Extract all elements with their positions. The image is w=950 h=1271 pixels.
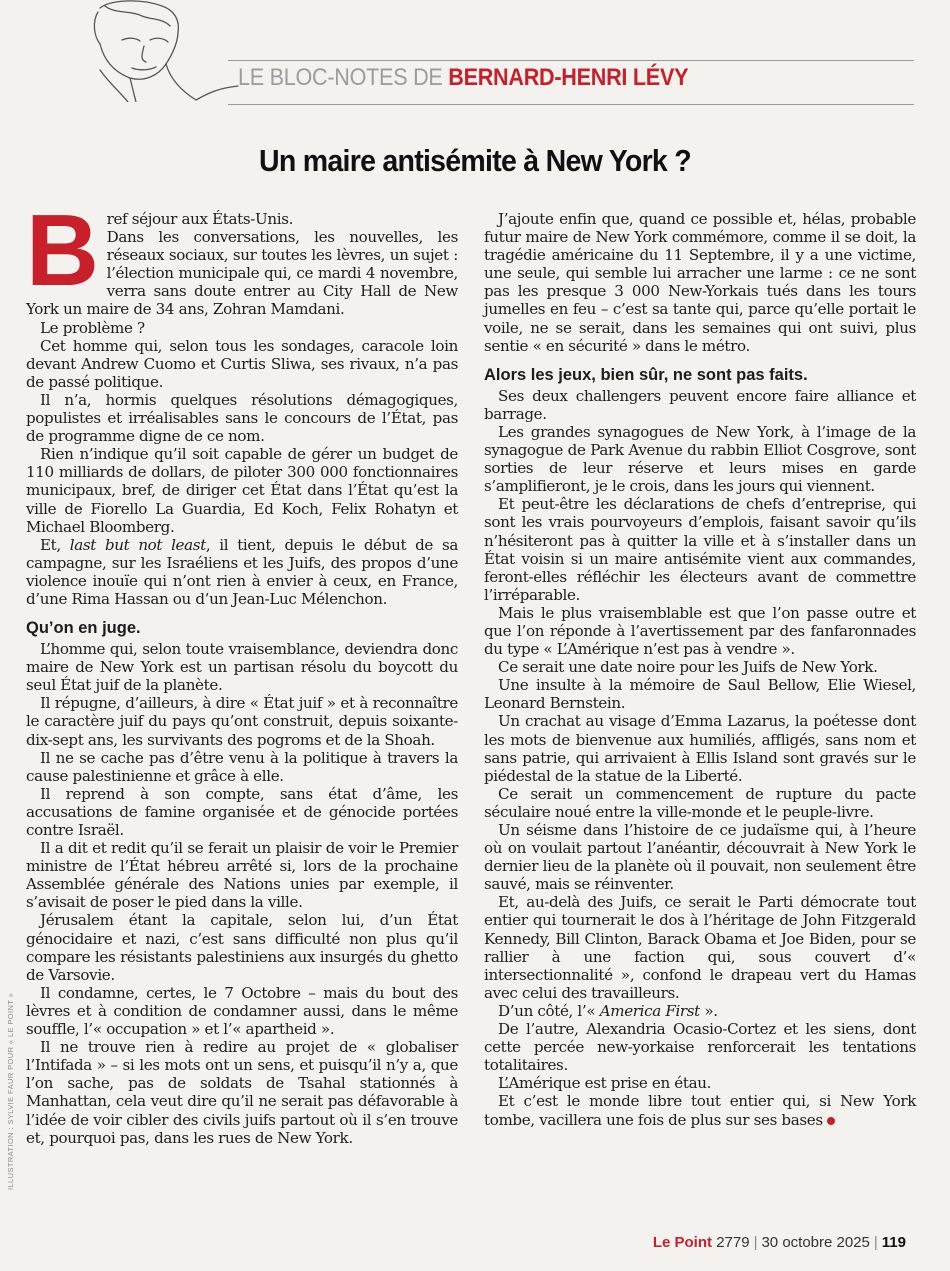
footer-separator: | bbox=[753, 1234, 758, 1251]
paragraph bbox=[26, 536, 458, 608]
paragraph: Cet homme qui, selon tous les sondages, caracole loin devant Andrew Cuomo et Curtis Sliwa, ses rivaux, n’a pas de passé politique. bbox=[26, 336, 458, 391]
paragraph: Ce serait un commencement de rupture du pacte séculaire noué entre la ville-monde et le peuple-livre. bbox=[484, 784, 916, 821]
paragraph: Ce serait une date noire pour les Juifs de New York. bbox=[498, 658, 878, 677]
paragraph: Et peut-être les déclarations de chefs d’entreprise, qui sont les vrais pourvoyeurs d’emplois, faisant savoir qu’ils n’hésiteront pas à quitter la ville et à s’installer dans un État voisin si un maire antisémite vient aux commandes, feront-elles réfléchir les électeurs avant de commettre l’irréparable. bbox=[484, 495, 916, 604]
drop-cap: B bbox=[26, 195, 99, 307]
paragraph: J’ajoute enfin que, quand ce possible et, hélas, probable futur maire de New York commémore, comme il se doit, la tragédie américaine du 11 Septembre, il y a une victime, une seule, qui semble lui arracher une larme : ce ne sont pas les presque 3 000 New-Yorkais tués dans les tours jumelles en feu – c’est sa tante qui, parce qu’elle portait le voile, ne se serait, dans les semaines qui ont suivi, plus sentie « en sécurité » dans le métro. bbox=[484, 210, 916, 355]
paragraph: Il reprend à son compte, sans état d’âme, les accusations de famine organisée et de génocide portées contre Israël. bbox=[26, 784, 458, 839]
text-run: Et c’est le monde libre tout entier qui, si New York tombe, vacillera une fois de plus sur ses bases bbox=[484, 1092, 916, 1129]
paragraph: Une insulte à la mémoire de Saul Bellow, Elie Wiesel, Leonard Bernstein. bbox=[484, 676, 916, 713]
intro-text: ref séjour aux États-Unis. bbox=[106, 210, 294, 228]
paragraph: Et, au-delà des Juifs, ce serait le Parti démocrate tout entier qui tournerait le dos à l’héritage de John Fitzgerald Kennedy, Bill Clinton, Barack Obama et Joe Biden, pour se rallier à une faction qui, sous couvert d’« intersectionnalité », confond le drapeau vert du Hamas avec celui des travailleurs. bbox=[484, 893, 916, 1002]
column-lead: LE BLOC-NOTES DE bbox=[238, 64, 449, 91]
paragraph: Il n’a, hormis quelques résolutions démagogiques, populistes et irréalisables sans le concours de l’État, pas de programme digne de ce nom. bbox=[26, 390, 458, 446]
text-run: D’un côté, l’« bbox=[498, 1001, 600, 1020]
article-headline: Un maire antisémite à New York ? bbox=[259, 143, 691, 178]
magazine-brand: Le Point bbox=[652, 1234, 713, 1251]
paragraph: Il a dit et redit qu’il se ferait un plaisir de voir le Premier ministre de l’État hébreu arrêté si, lors de la prochaine Assemblée générale des Nations unies par exemple, il s’avisait de poser le pied dans la ville. bbox=[26, 839, 458, 912]
header-rule-bottom bbox=[228, 104, 914, 105]
paragraph: De l’autre, Alexandria Ocasio-Cortez et les siens, dont cette percée new-yorkaise renforcerait les tentations totalitaires. bbox=[484, 1020, 916, 1075]
paragraph bbox=[484, 1092, 916, 1128]
paragraph: Ses deux challengers peuvent encore faire alliance et barrage. bbox=[484, 386, 916, 423]
footer-separator: | bbox=[873, 1234, 878, 1251]
header-rule-top bbox=[228, 60, 914, 61]
paragraph: Jérusalem étant la capitale, selon lui, d’un État génocidaire et nazi, c’est sans difficulté non plus qu’il compare les résistants palestiniens aux insurgés du ghetto de Varsovie. bbox=[26, 911, 458, 984]
issue-number: 2779 bbox=[716, 1234, 750, 1251]
paragraph: L’Amérique est prise en étau. bbox=[498, 1074, 712, 1093]
paragraph: Un crachat au visage d’Emma Lazarus, la poétesse dont les mots de bienvenue aux humiliés, affligés, sans nom et sans patrie, qui arrivaient à Ellis Island sont gravés sur le piédestal de la statue de la Liberté. bbox=[484, 712, 916, 785]
page-footer bbox=[653, 1234, 906, 1251]
author-portrait-sketch-icon bbox=[70, 0, 240, 102]
paragraph bbox=[484, 1002, 916, 1020]
column-name bbox=[238, 64, 688, 92]
subheading: Alors les jeux, bien sûr, ne sont pas faits. bbox=[484, 365, 808, 384]
text-run: , il tient, depuis le début de sa campagne, sur les Israéliens et les Juifs, des propos d’une violence inouïe qui n’ont rien à envier à ceux, en France, d’une Rima Hassan ou d’un Jean-Luc Mélenchon. bbox=[26, 535, 458, 608]
author-name: BERNARD-HENRI LÉVY bbox=[448, 64, 689, 91]
article-column-left bbox=[26, 195, 458, 1147]
end-mark-icon bbox=[827, 1117, 835, 1125]
paragraph: Il répugne, d’ailleurs, à dire « État juif » et à reconnaître le caractère juif du pays qu’ont construit, depuis soixante-dix-sept ans, les survivants des pogroms et de la Shoah. bbox=[26, 694, 458, 749]
text-run: Et, bbox=[40, 535, 70, 554]
paragraph: Dans les conversations, les nouvelles, les réseaux sociaux, sur toutes les lèvres, un sujet : l’élection municipale qui, ce mardi 4 novembre, verra sans doute entrer au City Hall de New York un maire de 34 ans, Zohran Mamdani. bbox=[26, 228, 458, 319]
paragraph: Un séisme dans l’histoire de ce judaïsme qui, à l’heure où on voulait partout l’anéantir, découvrait à New York le dernier lieu de la planète où il pouvait, non seulement être sauvé, mais se réinventer. bbox=[484, 821, 916, 894]
paragraph: Il ne se cache pas d’être venu à la politique à travers la cause palestinienne et grâce à elle. bbox=[26, 748, 458, 785]
issue-date: 30 octobre 2025 bbox=[761, 1234, 870, 1251]
page-number: 119 bbox=[881, 1234, 906, 1251]
paragraph: Les grandes synagogues de New York, à l’image de la synagogue de Park Avenue du rabbin Elliot Cosgrove, sont sorties de leur réserve et leurs mises en garde s’amplifieront, je le crois, dans les jours qui viennent. bbox=[484, 422, 916, 496]
paragraph: Le problème ? bbox=[40, 318, 145, 337]
italic-phrase: last but not least bbox=[69, 535, 206, 554]
paragraph: Rien n’indique qu’il soit capable de gérer un budget de 110 milliards de dollars, de piloter 300 000 fonctionnaires municipaux, bref, de diriger cet État dans l’État qu’est la ville de Fiorello La Guardia, Ed Koch, Felix Rohatyn et Michael Bloomberg. bbox=[26, 445, 458, 536]
paragraph: L’homme qui, selon toute vraisemblance, deviendra donc maire de New York est un partisan résolu du boycott du seul État juif de la planète. bbox=[26, 640, 458, 695]
italic-phrase: America First bbox=[599, 1001, 700, 1020]
paragraph: Il condamne, certes, le 7 Octobre – mais du bout des lèvres et à condition de condamner aussi, dans le même souffle, l’« occupation » et l’« apartheid ». bbox=[26, 983, 458, 1039]
article-column-right bbox=[484, 210, 916, 1129]
text-run: ». bbox=[699, 1001, 718, 1020]
illustration-credit: ILLUSTRATION : SYLVIE FAUR POUR « LE POINT » bbox=[6, 992, 15, 1190]
paragraph: Mais le plus vraisemblable est que l’on passe outre et que l’on réponde à l’avertissement par des fanfaronnades du type « L’Amérique n’est pas à vendre ». bbox=[484, 603, 916, 659]
paragraph: Il ne trouve rien à redire au projet de « globaliser l’Intifada » – si les mots ont un sens, et puisqu’il n’y a, que l’on sache, pas de soldats de Tsahal stationnés à Manhattan, cela veut dire qu’il ne serait pas défavorable à l’idée de voir cibler des civils juifs partout où il s’en trouve et, pourquoi pas, dans les rues de New York. bbox=[26, 1038, 458, 1147]
subheading: Qu’on en juge. bbox=[26, 619, 141, 638]
